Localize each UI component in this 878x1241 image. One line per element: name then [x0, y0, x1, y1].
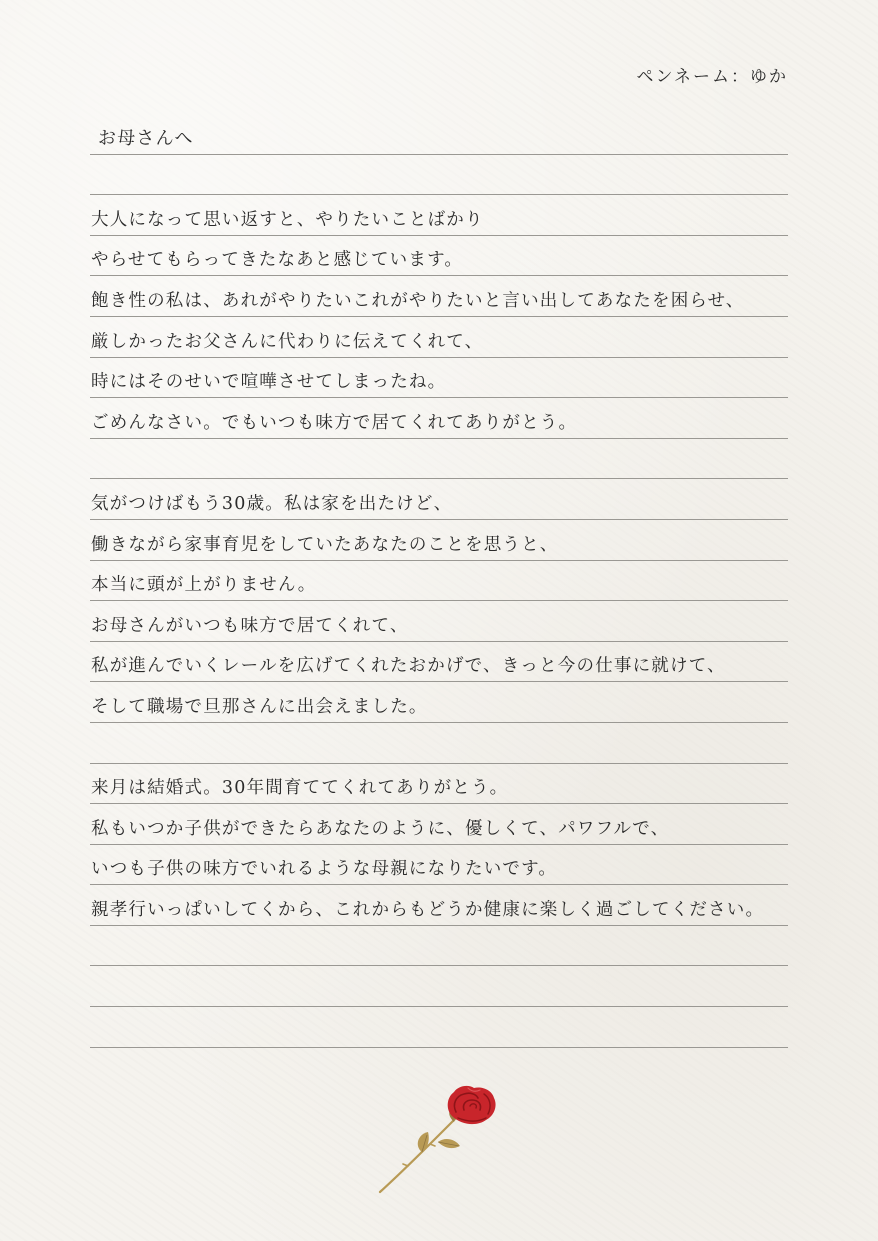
letter-line — [90, 723, 788, 764]
line-text: 厳しかったお父さんに代わりに伝えてくれて、 — [91, 331, 484, 352]
letter-line — [90, 398, 788, 439]
letter-line — [90, 845, 788, 886]
line-text: やらせてもらってきたなあと感じています。 — [91, 250, 464, 271]
line-text: 働きながら家事育児をしていたあなたのことを思うと、 — [91, 534, 559, 555]
line-text: そして職場で旦那さんに出会えました。 — [91, 696, 428, 717]
letter-line — [90, 682, 788, 723]
line-text: ごめんなさい。でもいつも味方で居てくれてありがとう。 — [91, 412, 578, 433]
line-text: 気がつけばもう30歳。私は家を出たけど、 — [91, 493, 453, 514]
line-text: お母さんがいつも味方で居てくれて、 — [91, 615, 409, 636]
line-text: 私もいつか子供ができたらあなたのように、優しくて、パワフルで、 — [91, 818, 670, 839]
letter-line — [90, 804, 788, 845]
letter-line — [90, 642, 788, 683]
pen-name: ペンネーム：ゆか — [636, 67, 788, 87]
line-text: 時にはそのせいで喧嘩させてしまったね。 — [91, 372, 447, 393]
letter-line — [90, 601, 788, 642]
letter-line — [90, 195, 788, 236]
salutation: お母さんへ — [98, 127, 194, 149]
line-text: 親孝行いっぱいしてくから、これからもどうか健康に楽しく過ごしてください。 — [91, 899, 765, 920]
letter-line — [90, 1007, 788, 1048]
letter-line — [90, 479, 788, 520]
letter-line — [90, 561, 788, 602]
letter-line — [90, 114, 788, 155]
letter-line — [90, 520, 788, 561]
line-text: いつも子供の味方でいれるような母親になりたいです。 — [91, 859, 558, 880]
letter-line — [90, 236, 788, 277]
line-text: 私が進んでいくレールを広げてくれたおかげで、きっと今の仕事に就けて、 — [91, 656, 726, 677]
letter-line — [90, 926, 788, 967]
letter-line — [90, 358, 788, 399]
line-text: 来月は結婚式。30年間育ててくれてありがとう。 — [91, 778, 509, 799]
letter-body — [90, 114, 788, 1048]
line-text: 本当に頭が上がりません。 — [91, 575, 317, 596]
letter-line — [90, 317, 788, 358]
line-text: 大人になって思い返すと、やりたいことばかり — [91, 209, 484, 230]
line-text: 飽き性の私は、あれがやりたいこれがやりたいと言い出してあなたを困らせ、 — [91, 290, 745, 311]
letter-line — [90, 764, 788, 805]
letter-line — [90, 439, 788, 480]
rose-icon — [372, 1080, 504, 1196]
letter-line — [90, 276, 788, 317]
letter-line — [90, 966, 788, 1007]
letter-line — [90, 885, 788, 926]
letter-line — [90, 155, 788, 196]
